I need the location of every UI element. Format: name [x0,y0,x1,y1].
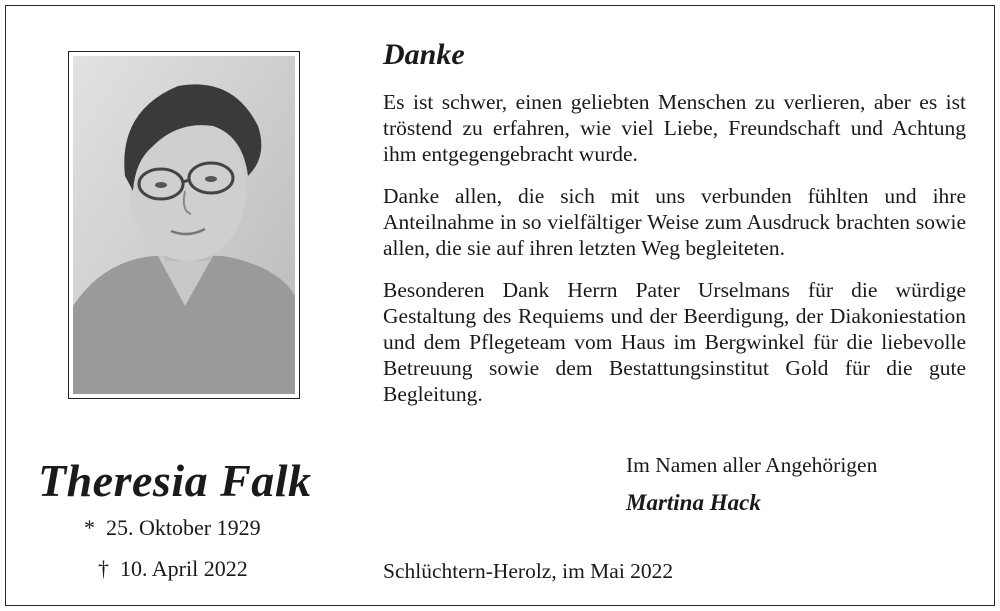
death-symbol: † [98,556,109,581]
obituary-notice [5,5,995,606]
birth-date: 25. Oktober 1929 [106,515,261,540]
portrait-photo [73,56,295,394]
death-date: 10. April 2022 [120,556,248,581]
place-and-date: Schlüchtern-Herolz, im Mai 2022 [383,559,674,583]
birth-line [84,515,261,541]
paragraph-gratitude: Es ist schwer, einen geliebten Menschen zu verlieren, aber es ist tröstend zu erfahren, wie viel Liebe, Freundschaft und Achtung ihm entgegengebracht wurde. [383,90,966,166]
deceased-name: Theresia Falk [38,455,312,506]
paragraph-thanks-all: Danke allen, die sich mit uns verbunden fühlten und ihre Anteilnahme in so vielfältiger Weise zum Ausdruck brachten sowie allen, die sie auf ihren letzten Weg begleiteten. [383,184,966,260]
death-line [98,556,248,582]
notice-heading: Danke [383,38,465,71]
signature-name: Martina Hack [626,490,761,515]
birth-symbol: * [84,515,95,540]
paragraph-special-thanks: Besonderen Dank Herrn Pater Urselmans für die würdige Gestaltung des Requiems und der Beerdigung, der Diakoniestation und dem Pflegeteam vom Haus im Bergwinkel für die liebevolle Betreuung sowie dem Bestattungsinstitut Gold für die gute Begleitung. [383,278,966,406]
signature-line: Im Namen aller Angehörigen [626,453,878,477]
portrait-frame [68,51,300,399]
